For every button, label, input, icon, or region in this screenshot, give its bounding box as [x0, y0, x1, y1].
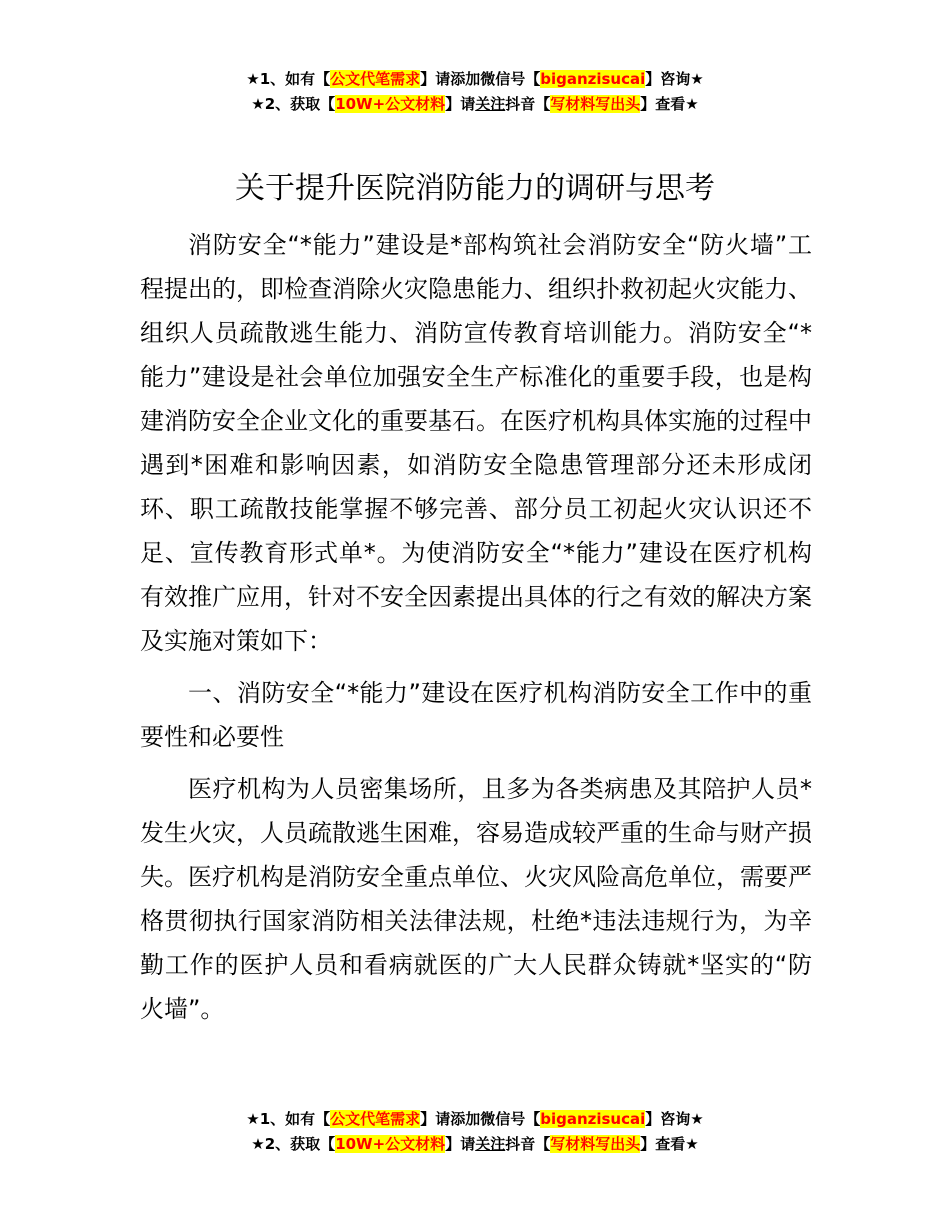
- banner-line-1: ★1、如有【公文代笔需求】请添加微信号【biganzisucai】咨询★: [246, 70, 704, 88]
- footer-banner: [0, 1107, 950, 1157]
- footer-highlight-materials: 10W+公文材料: [335, 1135, 446, 1153]
- banner-underlined-follow: 关注: [475, 95, 506, 113]
- section-heading-1: 一、消防安全“*能力”建设在医疗机构消防安全工作中的重要性和必要性: [140, 679, 812, 751]
- banner-highlight-materials: 10W+公文材料: [335, 95, 446, 113]
- document-title: 关于提升医院消防能力的调研与思考: [235, 171, 715, 206]
- footer-highlight-wechat: biganzisucai: [540, 1110, 646, 1128]
- banner-highlight-wechat: biganzisucai: [540, 70, 646, 88]
- banner-highlight-service: 公文代笔需求: [330, 70, 421, 88]
- footer-underlined-follow: 关注: [475, 1135, 506, 1153]
- header-banner: [0, 67, 950, 117]
- document-body: [140, 223, 812, 1031]
- footer-banner-line-1: ★1、如有【公文代笔需求】请添加微信号【biganzisucai】咨询★: [246, 1110, 704, 1128]
- paragraph-section-1: 医疗机构为人员密集场所，且多为各类病患及其陪护人员*发生火灾，人员疏散逃生困难，容易造成较严重的生命与财产损失。医疗机构是消防安全重点单位、火灾风险高危单位，需要严格贯彻执行国家消防相关法律法规，杜绝*违法违规行为，为辛勤工作的医护人员和看病就医的广大人民群众铸就*坚实的“防火墙”。: [140, 775, 812, 1023]
- paragraph-intro: 消防安全“*能力”建设是*部构筑社会消防安全“防火墙”工程提出的，即检查消除火灾隐患能力、组织扑救初起火灾能力、组织人员疏散逃生能力、消防宣传教育培训能力。消防安全“*能力”建设是社会单位加强安全生产标准化的重要手段，也是构建消防安全企业文化的重要基石。在医疗机构具体实施的过程中遇到*困难和影响因素，如消防安全隐患管理部分还未形成闭环、职工疏散技能掌握不够完善、部分员工初起火灾认识还不足、宣传教育形式单*。为使消防安全“*能力”建设在医疗机构有效推广应用，针对不安全因素提出具体的行之有效的解决方案及实施对策如下：: [140, 231, 812, 655]
- footer-highlight-douyin: 写材料写出头: [550, 1135, 641, 1153]
- footer-banner-line-2: ★2、获取【10W+公文材料】请关注抖音【写材料写出头】查看★: [251, 1135, 699, 1153]
- banner-highlight-douyin: 写材料写出头: [550, 95, 641, 113]
- banner-line-2: ★2、获取【10W+公文材料】请关注抖音【写材料写出头】查看★: [251, 95, 699, 113]
- footer-highlight-service: 公文代笔需求: [330, 1110, 421, 1128]
